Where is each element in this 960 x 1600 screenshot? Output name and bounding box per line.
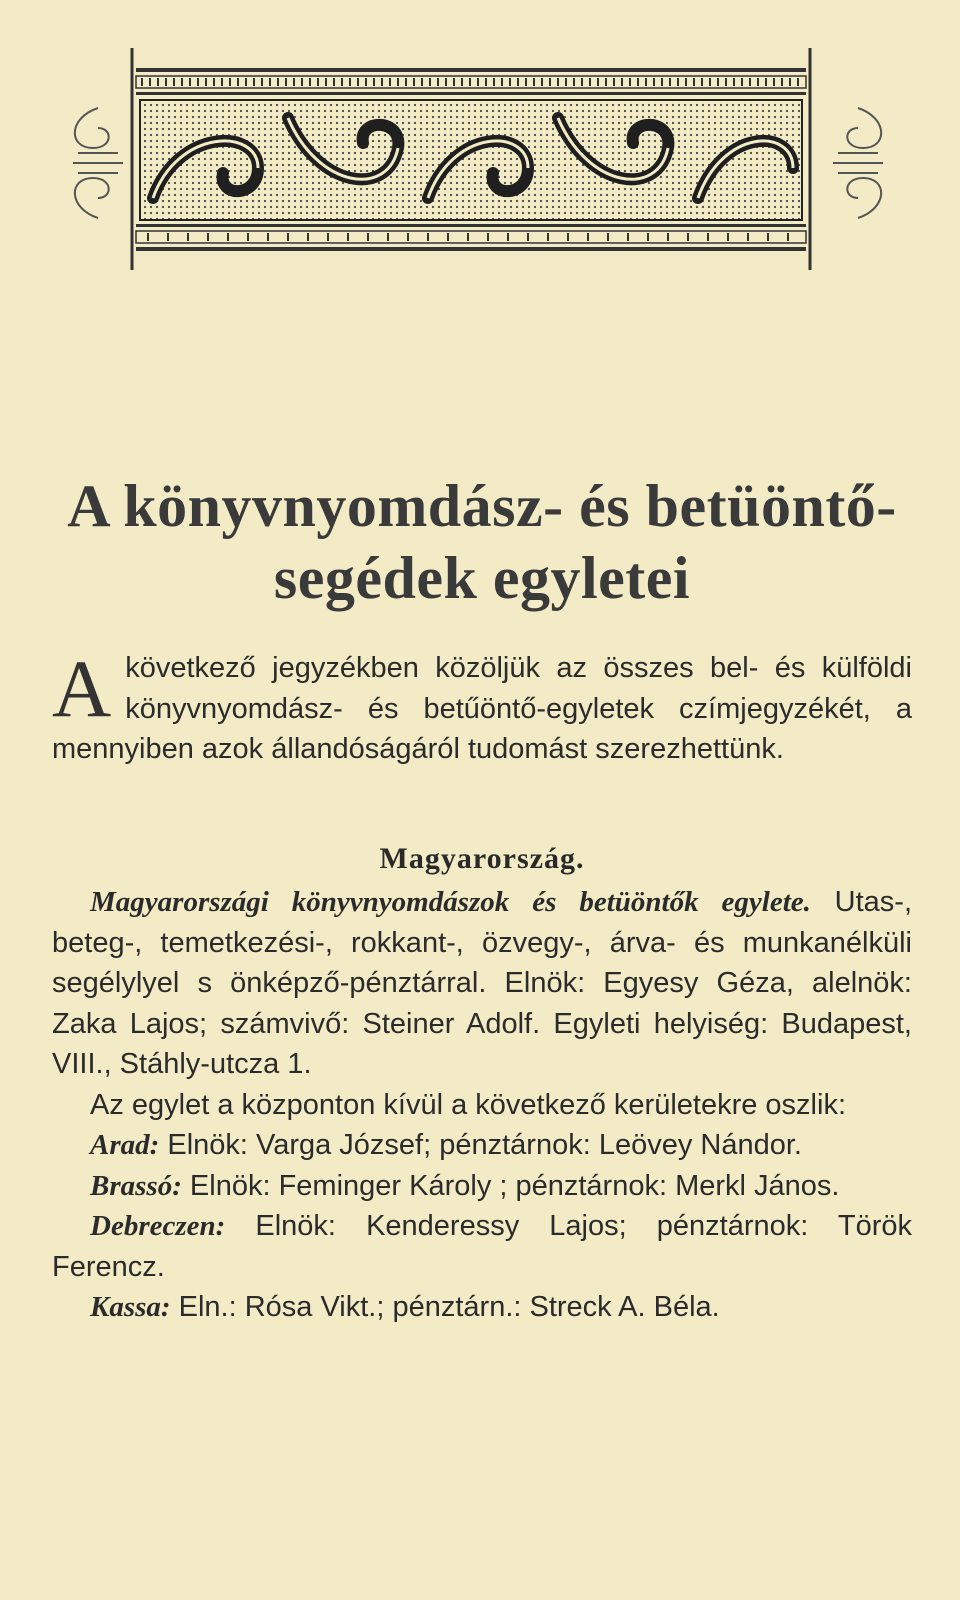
branch-entry — [52, 1206, 912, 1287]
section-heading: Magyarország. — [379, 842, 585, 875]
branch-details: Elnök: Feminger Károly ; pénztárnok: Merkl János. — [181, 1169, 840, 1202]
branch-city: Arad: — [90, 1129, 160, 1161]
ornamental-header-band — [58, 48, 900, 280]
main-content — [52, 882, 912, 1328]
title-line-1: A könyvnyomdász- és betüöntő- — [67, 473, 897, 540]
branch-entry — [52, 1125, 912, 1166]
branch-city: Brassó: — [90, 1169, 182, 1202]
title-line-2: segédek egyletei — [273, 545, 691, 612]
page-title — [52, 470, 912, 614]
branch-city: Kassa: — [90, 1291, 171, 1323]
association-details: Utas-, beteg-, temetkezési-, rokkant-, özvegy-, árva- és munkanélküli segélylyel s önképző-pénztárral. Elnök: Egyesy Géza, alelnök: Zaka Lajos; számvivő: Steiner Adolf. Egyleti helyiség: Budapest, VIII., Stáhly-utcza 1. — [52, 886, 913, 1080]
association-name: Magyarországi könyvnyomdászok és betüöntők egylete. — [90, 886, 811, 918]
branch-details: Elnök: Kenderessy Lajos; pénztárnok: Török Ferencz. — [52, 1210, 912, 1283]
branch-details: Eln.: Rósa Vikt.; pénztárn.: Streck A. Béla. — [170, 1291, 720, 1323]
branch-entry — [52, 1287, 912, 1328]
branch-entry — [52, 1166, 912, 1207]
drop-cap: A — [52, 643, 112, 734]
intro-text: következő jegyzékben közöljük az összes bel- és külföldi könyvnyomdász- és betűöntő-egyletek czímjegyzékét, a mennyiben azok állandóságáról tudomást szerezhettünk. — [52, 652, 912, 765]
split-text: Az egylet a központon kívül a következő kerületekre oszlik: — [90, 1088, 846, 1121]
branch-details: Elnök: Varga József; pénztárnok: Leövey Nándor. — [159, 1129, 802, 1161]
branch-city: Debreczen: — [90, 1210, 226, 1242]
association-entry — [52, 882, 912, 1085]
intro-paragraph — [52, 643, 912, 770]
